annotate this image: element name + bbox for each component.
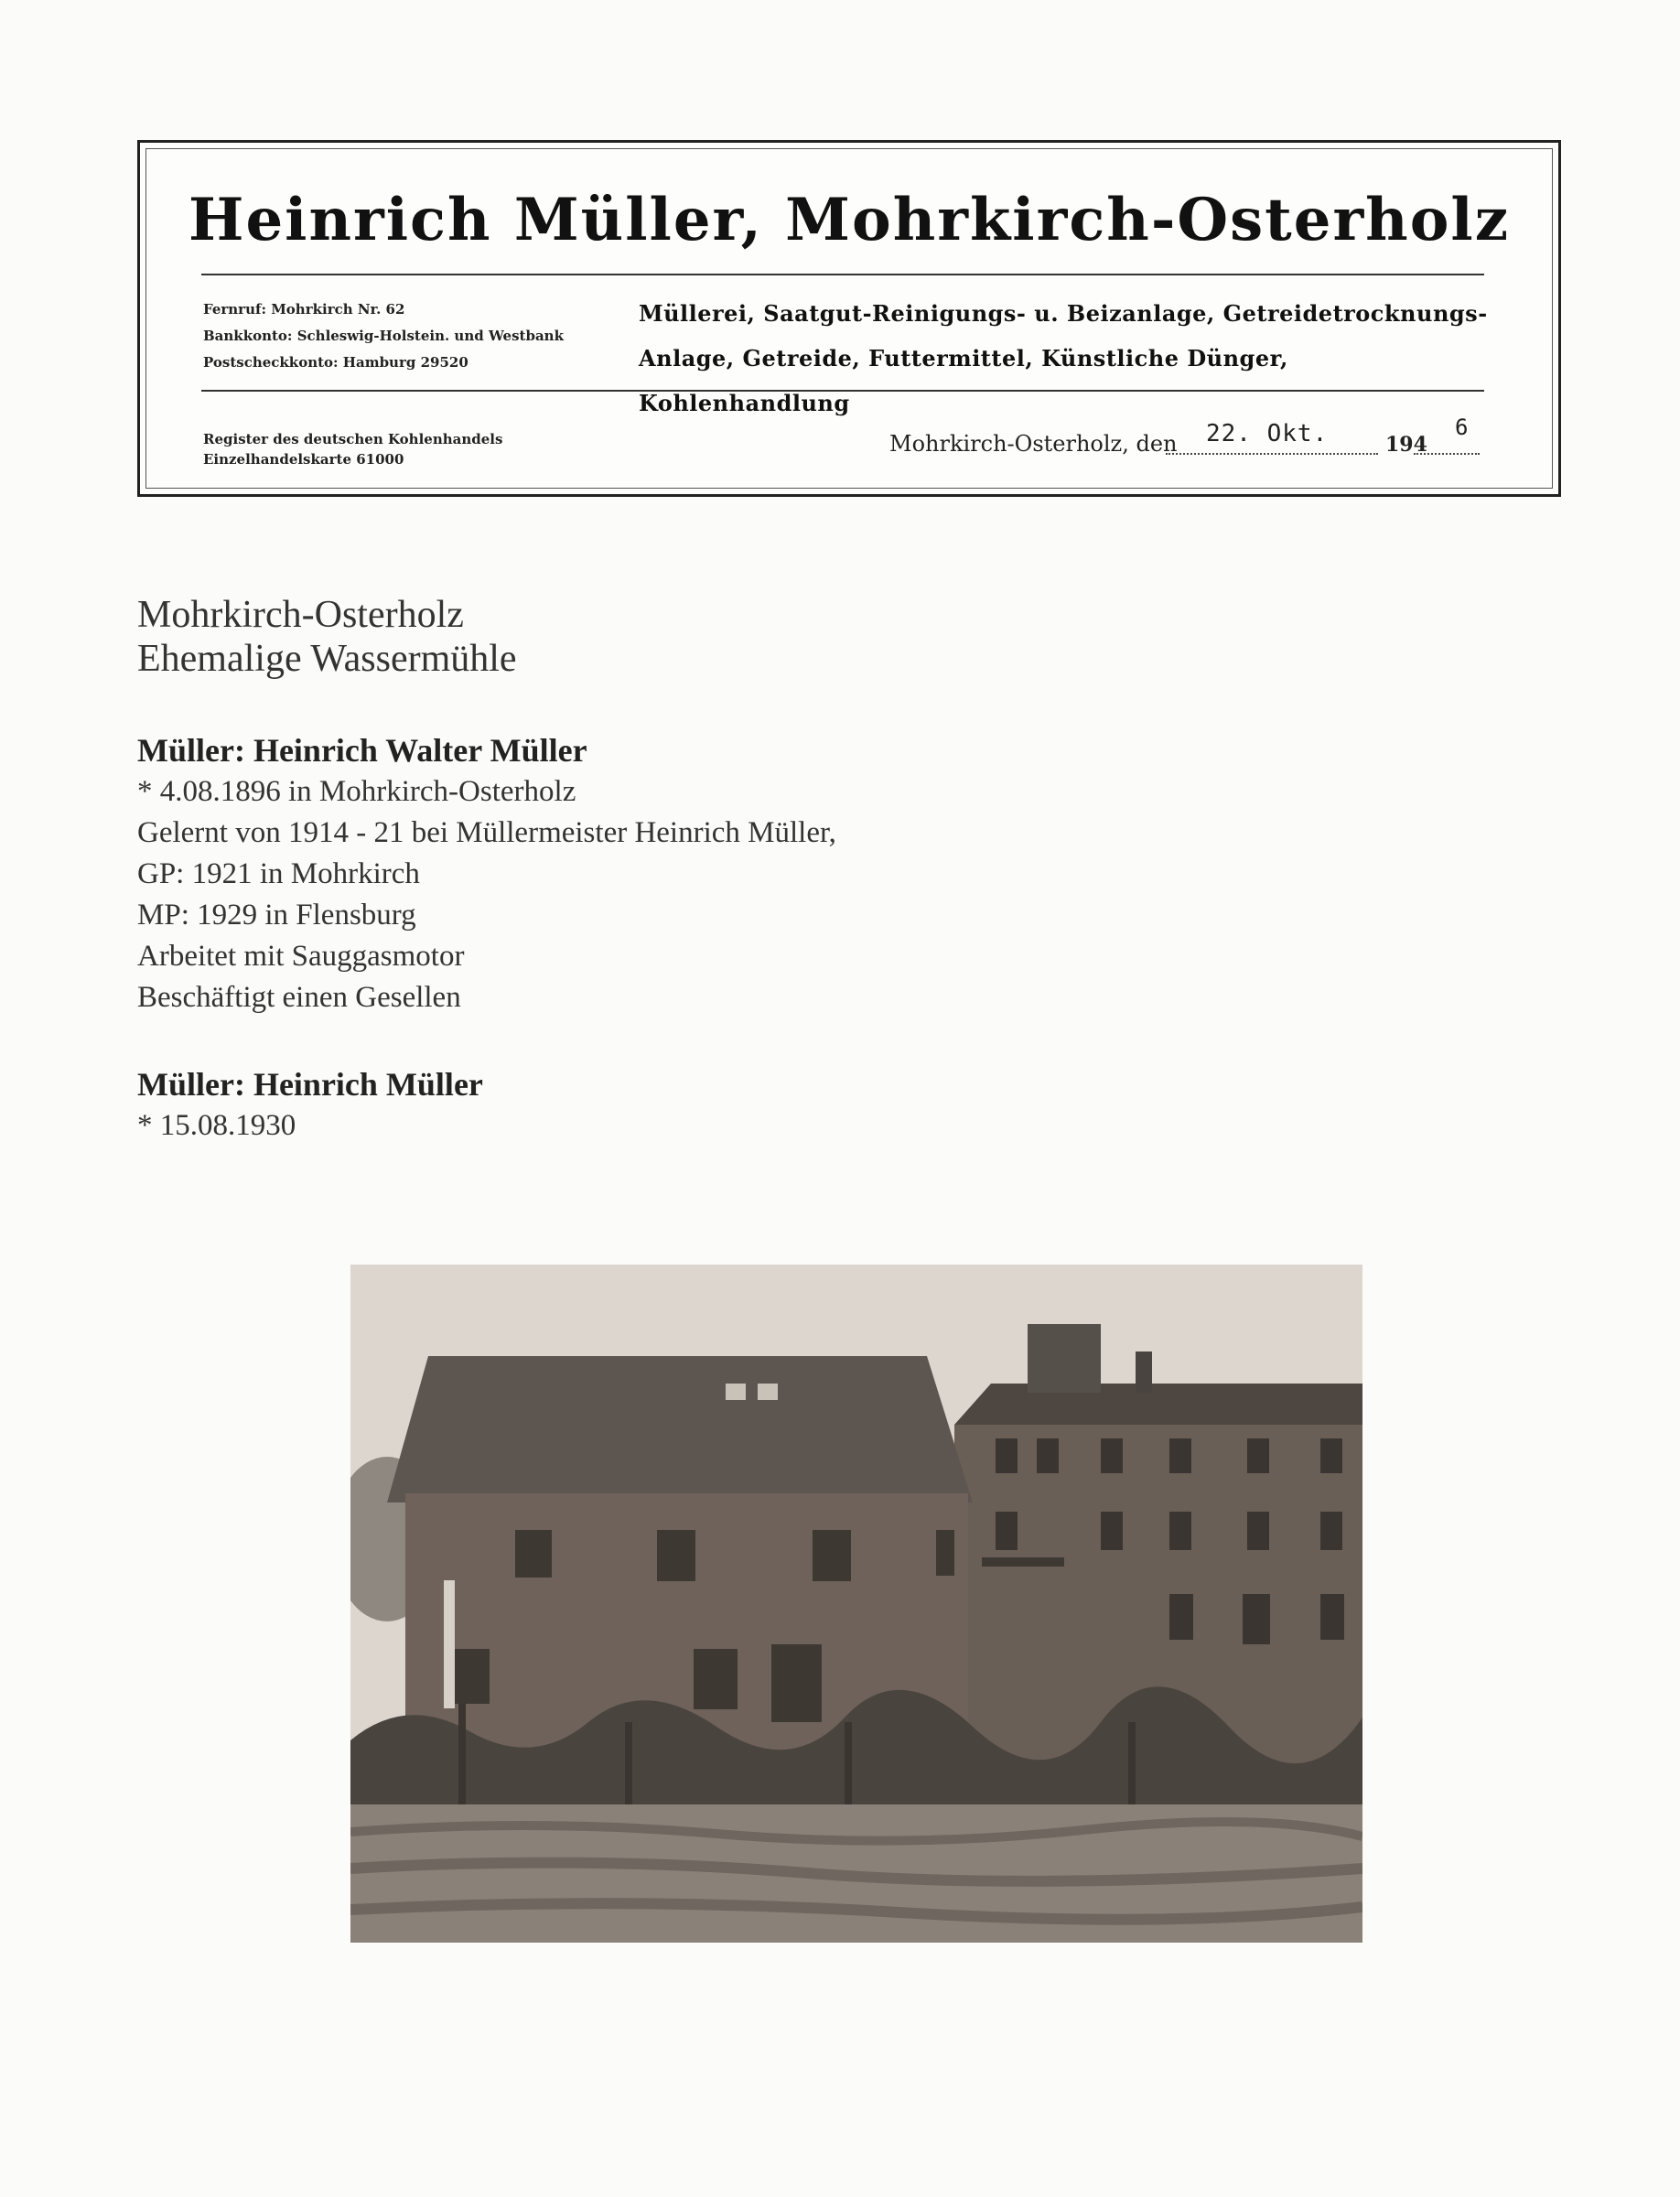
letterhead-title: Heinrich Müller, Mohrkirch-Osterholz [188, 186, 1511, 254]
person-title: Müller: Heinrich Walter Müller [137, 732, 587, 769]
person-detail: Gelernt von 1914 - 21 bei Müllermeister Heinrich Müller, [137, 816, 836, 849]
page-heading [137, 593, 517, 681]
person-detail: * 4.08.1896 in Mohrkirch-Osterholz [137, 775, 576, 808]
dateline-year-digit: 6 [1455, 415, 1469, 440]
dateline-place: Mohrkirch-Osterholz, den [889, 431, 1178, 457]
contact-phone: Fernruf: Mohrkirch Nr. 62 [203, 301, 405, 318]
letterhead-business [639, 291, 1499, 425]
person-entry-2 [137, 1064, 483, 1147]
mill-photo-illustration [350, 1265, 1362, 1943]
letterhead-rule-top [201, 274, 1484, 275]
person-detail: GP: 1921 in Mohrkirch [137, 857, 420, 890]
dateline-year-prefix: 194 [1385, 433, 1427, 457]
dateline-dots-date [1166, 453, 1378, 455]
contact-postal-check: Postscheckkonto: Hamburg 29520 [203, 354, 468, 371]
heading-place: Mohrkirch-Osterholz [137, 594, 464, 636]
business-line-2: Anlage, Getreide, Futtermittel, Künstliche Dünger, Kohlenhandlung [639, 345, 1288, 416]
person-entry-1 [137, 730, 836, 1018]
register-line-2: Einzelhandelskarte 61000 [203, 451, 404, 468]
mill-photograph [350, 1265, 1362, 1943]
dateline-date: 22. Okt. [1206, 420, 1329, 447]
dateline-dots-year [1414, 453, 1480, 455]
register-line-1: Register des deutschen Kohlenhandels [203, 431, 503, 447]
heading-subtitle: Ehemalige Wassermühle [137, 638, 517, 680]
person-title: Müller: Heinrich Müller [137, 1066, 483, 1103]
letterhead-register [203, 429, 502, 469]
letterhead-frame [145, 148, 1553, 489]
letterhead [137, 140, 1561, 497]
person-detail: Arbeitet mit Sauggasmotor [137, 940, 465, 973]
business-line-1: Müllerei, Saatgut-Reinigungs- u. Beizanlage, Getreidetrocknungs- [639, 300, 1488, 327]
contact-bank: Bankkonto: Schleswig-Holstein. und Westbank [203, 328, 564, 344]
person-detail: MP: 1929 in Flensburg [137, 899, 416, 932]
letterhead-contact [203, 296, 564, 376]
person-detail: Beschäftigt einen Gesellen [137, 981, 461, 1014]
letterhead-dateline [889, 415, 1498, 460]
letterhead-rule-bottom [201, 390, 1484, 392]
person-detail: * 15.08.1930 [137, 1109, 296, 1142]
